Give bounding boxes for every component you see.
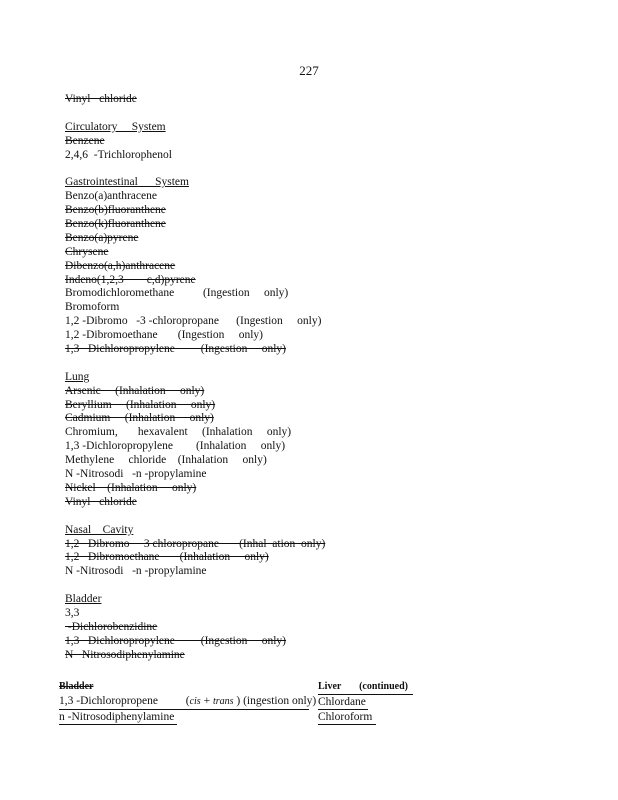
chlordane-text: Chlordane bbox=[318, 696, 366, 708]
bottom-left-heading: Bladder bbox=[59, 681, 94, 692]
list-item: Cadmium (Inhalation only) bbox=[65, 412, 214, 425]
bottom-left-row-text: 1,3 -Dichloropropene bbox=[59, 695, 158, 707]
bottom-left-row-2-text: n -Nitrosodiphenylamine bbox=[59, 711, 175, 723]
list-item: Vinyl chloride bbox=[65, 93, 137, 105]
section-heading-nasal: Nasal Cavity bbox=[65, 523, 134, 536]
chloroform-text: Chloroform bbox=[318, 711, 373, 723]
main-column bbox=[65, 93, 365, 663]
liver-heading: Liver bbox=[318, 681, 342, 692]
continued-label: (continued) bbox=[359, 681, 408, 692]
list-item: Benzene bbox=[65, 134, 105, 147]
list-item: 2,4,6 -Trichlorophenol bbox=[65, 148, 172, 161]
list-item: N -Nitrosodi -n -propylamine bbox=[65, 565, 207, 578]
list-item: Arsenic (Inhalation only) bbox=[65, 384, 205, 397]
list-item: 1,2 Dibromoethane (Inhalation only) bbox=[65, 551, 269, 564]
section-heading-circulatory: Circulatory System bbox=[65, 120, 166, 133]
list-item: Benzo(k)fluoranthene bbox=[65, 218, 166, 231]
list-item: 1,3 -Dichloropropylene (Inhalation only) bbox=[65, 440, 286, 453]
bottom-left-row: 1,3 -Dichloropropene (cis + trans ) (ingestion only) bbox=[59, 694, 309, 710]
list-item: Bromoform bbox=[65, 301, 120, 314]
list-item: Chrysene bbox=[65, 245, 109, 258]
list-item: 1,3 Dichloropropylene (Ingestion only) bbox=[65, 343, 287, 356]
page-number: 227 bbox=[299, 63, 319, 78]
list-item: N -Nitrosodi -n -propylamine bbox=[65, 468, 207, 481]
cis-text: cis bbox=[189, 696, 201, 707]
section-heading-lung: Lung bbox=[65, 370, 90, 383]
list-item: Vinyl chloride bbox=[65, 495, 137, 508]
bottom-left-row-suffix: ) (ingestion only) bbox=[236, 695, 317, 707]
list-item: Methylene chloride (Inhalation only) bbox=[65, 454, 267, 467]
trans-text: trans bbox=[212, 696, 234, 707]
list-item: Benzo(b)fluoranthene bbox=[65, 204, 166, 217]
list-item: 1,2 Dibromo 3 chloropropane (Inhal ation only) bbox=[65, 537, 326, 550]
list-item: Benzo(a)pyrene bbox=[65, 231, 139, 244]
list-item: 3,3 bbox=[65, 606, 80, 619]
section-heading-bladder: Bladder bbox=[65, 593, 102, 606]
section-heading-gastro: Gastrointestinal System bbox=[65, 176, 189, 189]
bottom-left-row-2 bbox=[59, 710, 177, 725]
list-item: Benzo(a)anthracene bbox=[65, 190, 157, 203]
list-item: Beryllium (Inhalation only) bbox=[65, 398, 216, 411]
list-item: 1,3 Dichloropropylene (Ingestion only) bbox=[65, 634, 287, 647]
list-item: Chromium, hexavalent (Inhalation only) bbox=[65, 426, 292, 439]
plus-text: + bbox=[203, 695, 211, 707]
list-item: 1,2 -Dibromoethane (Ingestion only) bbox=[65, 329, 264, 342]
bottom-right-block bbox=[318, 679, 413, 725]
list-item: Indeno(1,2,3 c,d)pyrene bbox=[65, 273, 196, 286]
list-item: Bromodichloromethane (Ingestion only) bbox=[65, 287, 289, 300]
list-item: Dibenzo(a,h)anthracene bbox=[65, 259, 176, 272]
list-item: N Nitrosodiphenylamine bbox=[65, 648, 185, 661]
bottom-left-block bbox=[59, 679, 317, 725]
list-item: Nickel (Inhalation only) bbox=[65, 481, 197, 494]
list-item: -Dichlorobenzidine bbox=[65, 620, 158, 633]
list-item: 1,2 -Dibromo -3 -chloropropane (Ingestion only) bbox=[65, 315, 322, 328]
